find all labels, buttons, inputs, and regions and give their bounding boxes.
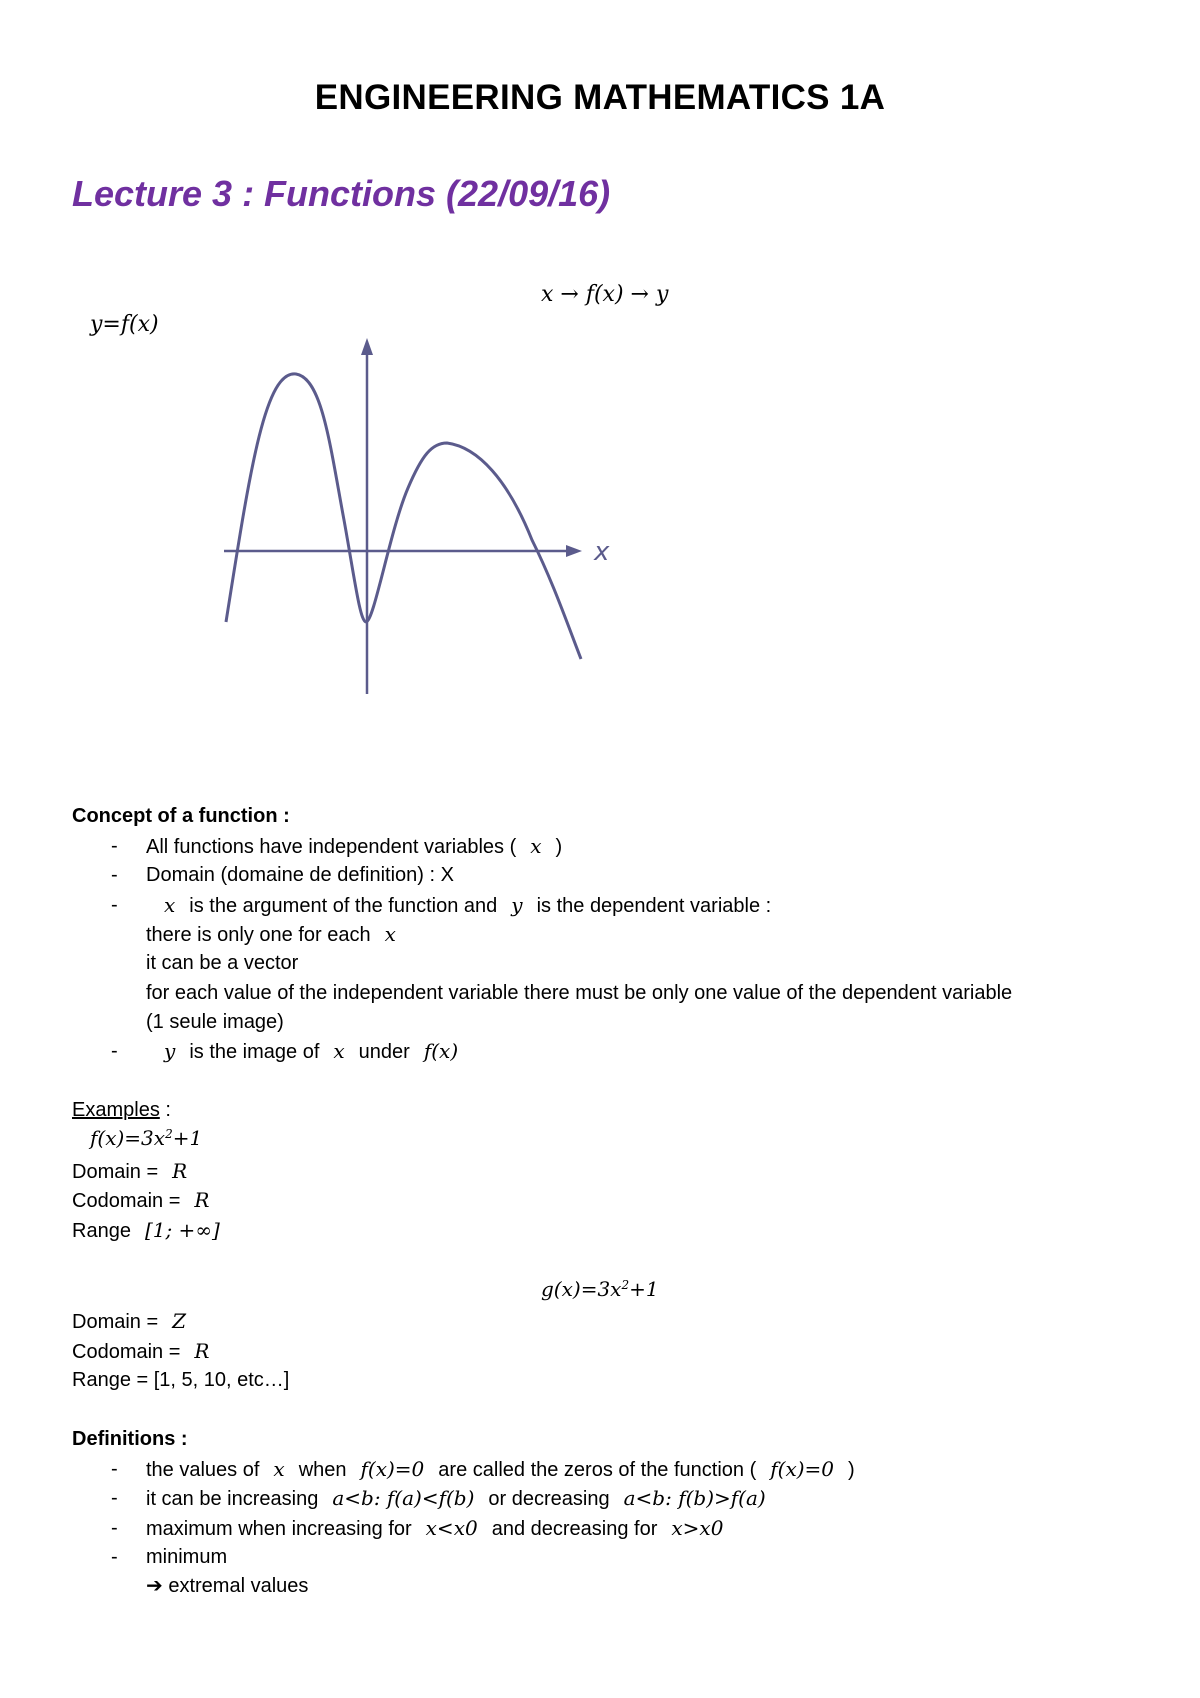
def-text: it can be increasing [146,1488,319,1510]
example-f-codomain [72,1185,209,1216]
math-expr: f(x)=0 [360,1457,425,1481]
expr-part: f(x)=3x [90,1126,166,1150]
label: Codomain = [72,1190,181,1212]
math-expr: x>x0 [671,1516,724,1540]
concept-sub-4: (1 seule image) [146,1011,284,1033]
x-axis-label: x [594,537,610,567]
paren-close: ) [555,836,563,858]
math-expr: [1; +∞] [144,1218,220,1242]
expr-part: +1 [172,1126,203,1150]
math-var: x [530,834,542,858]
example-g-codomain [72,1336,209,1367]
def-text: when [298,1459,347,1481]
math-var: R [194,1339,210,1363]
concept-sub-1 [146,919,396,950]
def-text: minimum [146,1546,228,1568]
mapping-formula: x → f(x) → y [541,282,669,307]
example-f-domain [72,1156,187,1187]
example-f-range [72,1215,220,1246]
examples-label: Examples [72,1099,160,1121]
definition-5 [146,1571,308,1601]
bullet-text: All functions have independent variables ( [146,836,517,858]
function-graph [0,0,1200,720]
exponent: 2 [165,1127,173,1141]
math-expr: a<b: f(a)<f(b) [332,1486,475,1510]
expr-part: +1 [629,1277,659,1301]
paren-close: ) [848,1459,855,1481]
bullet-dash: - [111,835,118,857]
concept-sub-2: it can be a vector [146,952,299,974]
bullet-dash: - [111,894,118,916]
bullet-dash: - [111,1487,118,1509]
def-text: or decreasing [488,1488,610,1510]
math-var: x [164,893,176,917]
math-var: R [194,1188,210,1212]
math-expr: x<x0 [425,1516,478,1540]
examples-colon: : [159,1099,171,1121]
example-g-domain [72,1306,186,1337]
label: Range [72,1220,131,1242]
def-text: extremal values [168,1575,309,1597]
def-text: the values of [146,1459,260,1481]
example-g-range: Range = [1, 5, 10, etc…] [72,1369,290,1391]
bullet-dash: - [111,1517,118,1539]
bullet-dash: - [111,1458,118,1480]
math-expr: a<b: f(b)>f(a) [623,1486,766,1510]
math-var: y [164,1039,176,1063]
math-expr: f(x)=0 [770,1457,835,1481]
example-g-expression [541,1277,659,1301]
bullet-text: under [358,1041,410,1063]
bullet-text: is the image of [189,1041,320,1063]
label: Codomain = [72,1341,181,1363]
definitions-heading: Definitions : [72,1428,188,1450]
def-text: are called the zeros of the function ( [438,1459,757,1481]
exponent: 2 [621,1278,630,1292]
math-var: x [273,1457,285,1481]
bullet-dash: - [111,864,118,886]
math-var: y [511,893,523,917]
x-axis-arrow [566,545,582,557]
sub-text: there is only one for each [146,924,371,946]
expr-part: g(x)=3x [541,1277,622,1301]
document-title: ENGINEERING MATHEMATICS 1A [314,78,886,117]
concept-heading: Concept of a function : [72,805,290,827]
bullet-text: is the dependent variable : [536,895,772,917]
math-var: R [172,1159,188,1183]
math-var: x [384,922,396,946]
math-var: Z [172,1309,187,1333]
function-equation: y=f(x) [90,312,159,337]
bullet-dash: - [111,1546,118,1568]
bullet-text: Domain (domaine de definition) : X [146,864,454,886]
lecture-heading: Lecture 3 : Functions (22/09/16) [72,173,611,214]
function-curve [226,374,581,659]
math-var: x [333,1039,345,1063]
label: Domain = [72,1161,159,1183]
examples-heading [72,1095,171,1125]
bullet-dash: - [111,1040,118,1062]
y-axis-arrow [361,338,373,355]
math-expr: f(x) [423,1039,459,1063]
concept-sub-3: for each value of the independent variable there must be only one value of the dependent variable [146,982,1013,1004]
def-text: and decreasing for [491,1518,658,1540]
arrow-right-icon: ➔ [146,1575,163,1597]
label: Domain = [72,1311,159,1333]
def-text: maximum when increasing for [146,1518,412,1540]
example-f-expression [90,1126,202,1150]
bullet-text: is the argument of the function and [189,895,498,917]
